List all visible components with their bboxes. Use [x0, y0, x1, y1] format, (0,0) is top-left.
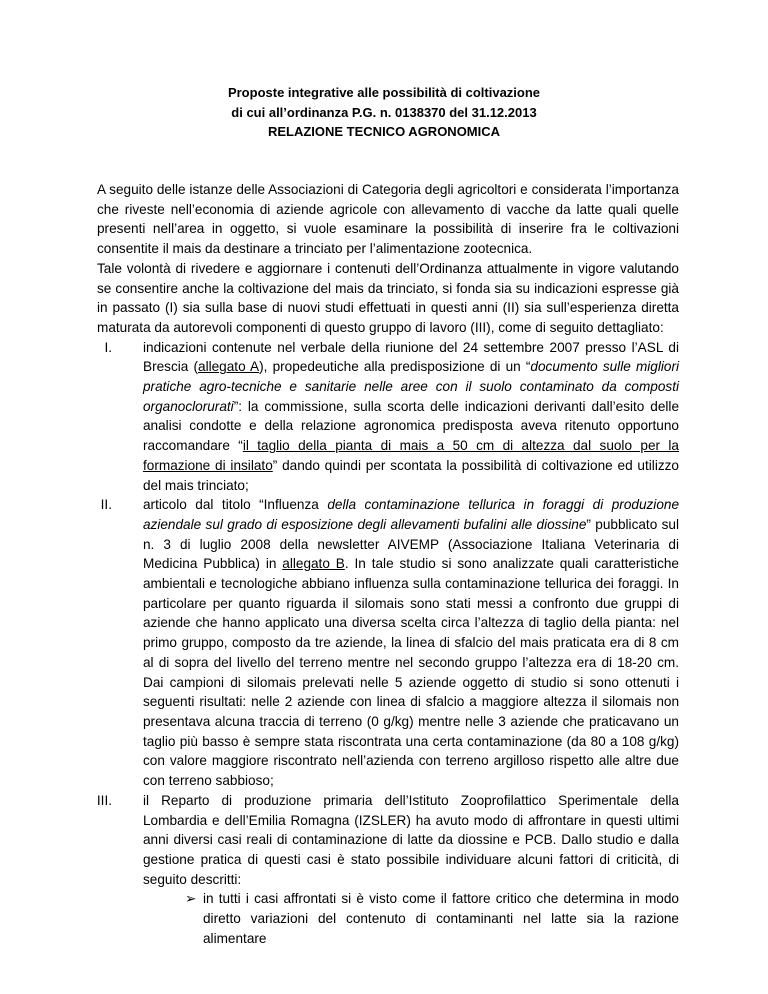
item-text: il Reparto di produzione primaria dell’Istituto Zooprofilattico Sperimentale della Lombardia e dell’Emilia Romagna (IZSLER) ha avuto modo di affrontare in questi ultimi anni diversi casi reali di contaminazione di latte da diossine e PCB. Dallo studio e dalla gestione pratica di questi casi è stato possibile individuare alcuni fattori di criticità, di seguito descritti:: [143, 792, 679, 887]
list-item-1: [97, 338, 679, 496]
document-title: [0, 83, 768, 142]
title-line-3: RELAZIONE TECNICO AGRONOMICA: [267, 124, 501, 139]
allegato-a-link[interactable]: allegato A: [198, 359, 260, 375]
list-number: III.: [96, 792, 112, 808]
arrow-bullet-icon: ➢: [185, 891, 197, 907]
list-number: II.: [100, 497, 112, 513]
roman-list: [97, 338, 679, 949]
article-title-italic: della contaminazione tellurica in foraggi di produzione aziendale sul grado di esposizione degli allevamenti bufalini alle diossine: [143, 497, 680, 532]
sub-bullet-text: in tutti i casi affrontati si è visto come il fattore critico che determina in modo diretto variazioni del contenuto di contaminanti nel latte sia la razione alimentare: [203, 891, 679, 946]
list-item-2: [97, 495, 679, 791]
title-line-2: di cui all’ordinanza P.G. n. 0138370 del 31.12.2013: [231, 104, 537, 120]
document-body: [97, 180, 679, 948]
document-title-italic: documento sulle migliori pratiche agro-tecniche e sanitarie nelle aree con il suolo contaminato da composti organoclorurati: [143, 359, 679, 414]
item-text: ” dando quindi per scontata la possibilità di coltivazione ed utilizzo del mais trinciato;: [143, 457, 679, 493]
title-line-1: Proposte integrative alle possibilità di coltivazione: [227, 85, 541, 100]
intro-paragraph-2: Tale volontà di rivedere e aggiornare i contenuti dell’Ordinanza attualmente in vigore valutando se consentire anche la coltivazione del mais da trinciato, si fonda sia su indicazioni espresse già in passato (I) sia sulla base di nuovi studi effettuati in questi anni (II) sia sull’esperienza diretta maturata da autorevoli componenti di questo gruppo di lavoro (III), come di seguito dettagliato:: [97, 260, 679, 335]
item-text: articolo dal titolo “Influenza: [143, 497, 328, 513]
intro-paragraph-1: A seguito delle istanze delle Associazioni di Categoria degli agricoltori e considerata l’importanza che riveste nell’economia di aziende agricole con allevamento di vacche da latte quali quelle presenti nell’area in oggetto, si vuole esaminare la possibilità di inserire fra le coltivazioni consentite il mais da destinare a trinciato per l’alimentazione zootecnica.: [97, 182, 679, 257]
item-text: . In tale studio si sono analizzate quali caratteristiche ambientali e tecnologiche abbiano influenza sulla contaminazione tellurica dei foraggi. In particolare per quanto riguarda il silomais sono stati messi a confronto due gruppi di aziende che hanno applicato una diversa scelta circa l’altezza di taglio della pianta: nel primo gruppo, composto da tre aziende, la linea di sfalcio del mais praticata era di 8 cm al di sopra del livello del terreno mentre nel secondo gruppo l’altezza era di 18-20 cm. Dai campioni di silomais prelevati nelle 5 aziende oggetto di studio si sono ottenuti i seguenti risultati: nelle 2 aziende con linea di sfalcio a maggiore altezza il silomais non presentava alcuna traccia di terreno (0 g/kg) mentre nelle 3 aziende che praticavano un taglio più basso è sempre stata riscontrata una certa contaminazione (da 80 a 108 g/kg) con valore maggiore riscontrato nell’azienda con terreno argilloso rispetto alle altre due con terreno sabbioso;: [143, 556, 679, 789]
item-text: indicazioni contenute nel verbale della riunione del 24 settembre 2007 presso l’ASL di Brescia (: [143, 339, 679, 375]
quoted-recommendation: il taglio della pianta di mais a 50 cm di altezza dal suolo per la formazione di insilato: [143, 438, 679, 473]
list-item-3: [97, 791, 679, 949]
list-number: I.: [104, 339, 112, 355]
allegato-b-link[interactable]: allegato B: [282, 556, 345, 572]
item-text: ), propedeutiche alla predisposizione di un “: [259, 359, 531, 375]
item-text: ” pubblicato sul n. 3 di luglio 2008 della newsletter AIVEMP (Associazione Italiana Veterinaria di Medicina Pubblica) in: [143, 516, 679, 572]
item-text: ”: la commissione, sulla scorta delle indicazioni derivanti dall’esito delle analisi condotte e della relazione agronomica predisposta aveva ritenuto opportuno raccomandare “: [143, 398, 679, 454]
sub-bullet-item: [143, 889, 679, 948]
